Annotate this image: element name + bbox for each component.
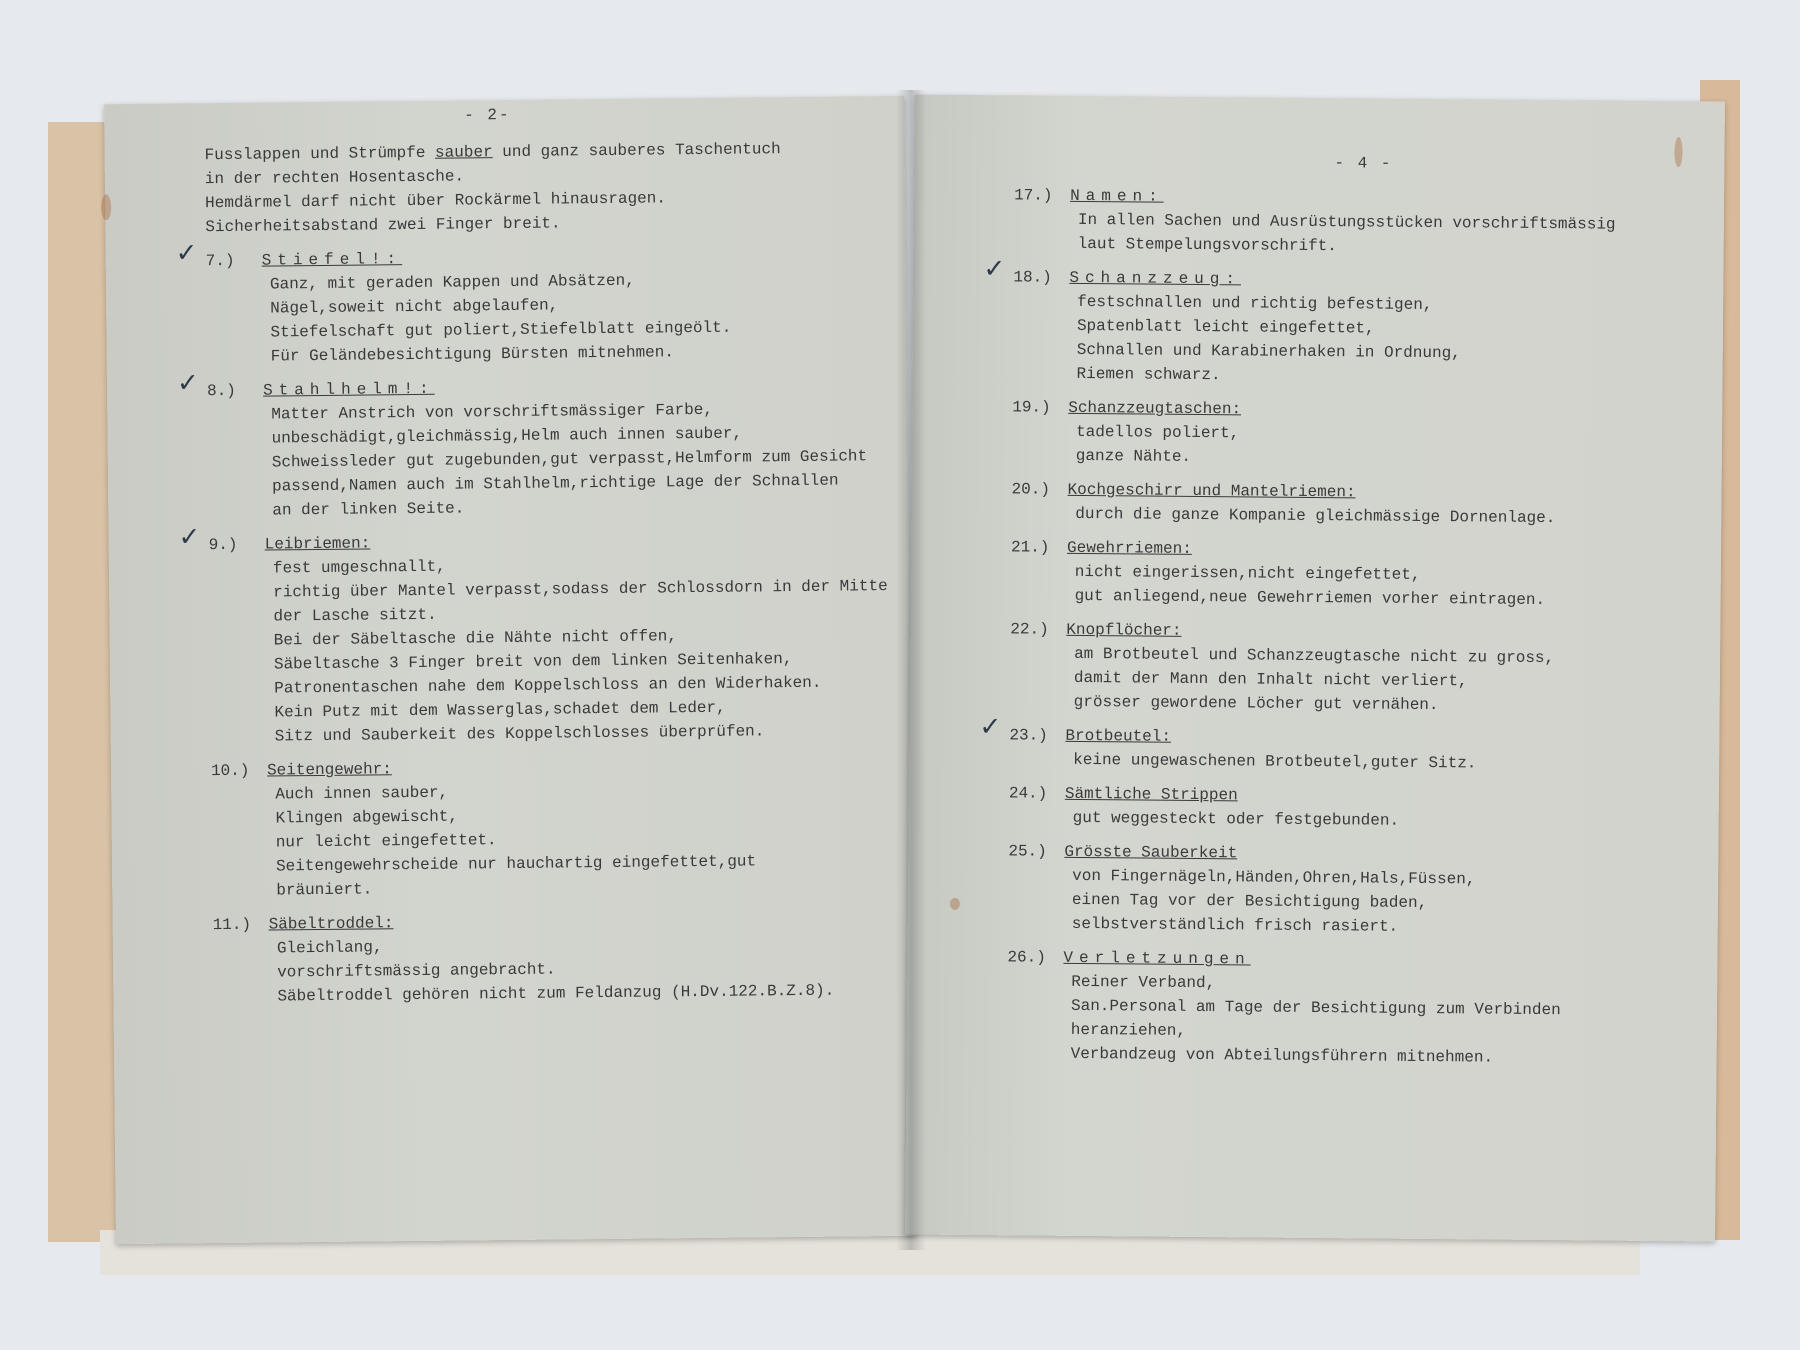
document-page-right bbox=[905, 94, 1725, 1241]
text-line: Hemdärmel darf nicht über Rockärmel hinausragen. bbox=[205, 189, 667, 213]
inspection-item bbox=[213, 906, 892, 1009]
item-text-line: unbeschädigt,gleichmässig,Helm auch innen sauber, bbox=[271, 424, 743, 448]
item-number: 10.) bbox=[210, 761, 250, 781]
item-text-line: damit der Mann den Inhalt nicht verliert, bbox=[1073, 668, 1468, 691]
item-text-line: gut weggesteckt oder festgebunden. bbox=[1072, 808, 1400, 830]
item-title: Kochgeschirr und Mantelriemen: bbox=[1067, 480, 1356, 502]
item-text-line: In allen Sachen und Ausrüstungsstücken vorschriftsmässig bbox=[1077, 210, 1616, 234]
item-title: Gewehrriemen: bbox=[1066, 538, 1192, 558]
item-text-line: keine ungewaschenen Brotbeutel,guter Sitz. bbox=[1073, 750, 1477, 773]
inspection-item bbox=[1007, 945, 1610, 1070]
item-text-line: Bei der Säbeltasche die Nähte nicht offen, bbox=[273, 627, 678, 650]
book-gutter bbox=[896, 90, 926, 1250]
inspection-item bbox=[1009, 781, 1611, 834]
item-text-line: Gleichlang, bbox=[276, 938, 383, 958]
page-number: - 2- bbox=[464, 105, 511, 125]
item-text-line: gut anliegend,neue Gewehrriemen vorher eintragen. bbox=[1074, 586, 1546, 610]
inspection-item bbox=[175, 238, 886, 369]
item-number: 22.) bbox=[1010, 620, 1049, 639]
item-text-line: Patronentaschen nahe dem Koppelschloss an den Widerhaken. bbox=[274, 673, 822, 698]
item-text-line: Spatenblatt leicht eingefettet, bbox=[1076, 316, 1375, 338]
item-text-line: Nägel,soweit nicht abgelaufen, bbox=[270, 296, 559, 318]
item-title: Knopflöcher: bbox=[1066, 620, 1182, 640]
item-text-line: ganze Nähte. bbox=[1075, 446, 1192, 466]
item-text-line: von Fingernägeln,Händen,Ohren,Hals,Füssen, bbox=[1072, 866, 1476, 889]
item-text-line: der Lasche sitzt. bbox=[273, 605, 437, 626]
item-text-line: San.Personal am Tage der Besichtigung zum Verbinden bbox=[1070, 996, 1561, 1020]
item-text-line: Reiner Verband, bbox=[1071, 972, 1216, 993]
inspection-item bbox=[176, 368, 887, 523]
brown-spot bbox=[950, 898, 960, 910]
item-number: 17.) bbox=[1014, 186, 1053, 205]
check-mark-icon: ✓ bbox=[175, 238, 198, 269]
item-text-line: Riemen schwarz. bbox=[1076, 364, 1221, 385]
inspection-item bbox=[979, 712, 1611, 776]
rust-stain bbox=[1674, 137, 1682, 167]
item-number: 11.) bbox=[212, 915, 252, 935]
item-text-line: richtig über Mantel verpasst,sodass der Schlossdorn in der Mitte bbox=[273, 577, 888, 602]
item-title: Stiefel!: bbox=[261, 250, 403, 270]
item-text-line: laut Stempelungsvorschrift. bbox=[1077, 234, 1338, 256]
item-title: Säbeltroddel: bbox=[268, 914, 394, 934]
document-page-left bbox=[104, 96, 916, 1244]
inspection-item bbox=[1008, 839, 1611, 940]
item-number: 20.) bbox=[1011, 480, 1051, 499]
item-title: Namen: bbox=[1070, 186, 1164, 206]
item-number: 25.) bbox=[1008, 842, 1047, 861]
item-text-line: Säbeltasche 3 Finger breit von dem linken Seitenhaken, bbox=[273, 650, 793, 674]
item-title: Grösste Sauberkeit bbox=[1064, 842, 1238, 863]
text-line: in der rechten Hosentasche. bbox=[204, 167, 465, 189]
item-title: Schanzzeug: bbox=[1069, 268, 1242, 289]
item-text-line: Ganz, mit geraden Kappen und Absätzen, bbox=[269, 271, 635, 294]
check-mark-icon: ✓ bbox=[178, 522, 201, 553]
text-line: Sicherheitsabstand zwei Finger breit. bbox=[205, 214, 561, 237]
item-text-line: Stiefelschaft gut poliert,Stiefelblatt eingeölt. bbox=[270, 318, 732, 342]
item-number: 23.) bbox=[1009, 726, 1048, 745]
item-text-line: selbstverständlich frisch rasiert. bbox=[1071, 914, 1399, 936]
item-text-line: Kein Putz mit dem Wasserglas,schadet dem Leder, bbox=[274, 698, 726, 722]
inspection-item bbox=[178, 522, 890, 749]
item-text-line: festschnallen und richtig befestigen, bbox=[1077, 292, 1433, 315]
item-text-line: Seitengewehrscheide nur hauchartig eingefettet,gut bbox=[275, 852, 757, 876]
item-text-line: bräuniert. bbox=[276, 880, 373, 900]
item-text-line: durch die ganze Kompanie gleichmässige Dornenlage. bbox=[1075, 504, 1556, 528]
intro-paragraph bbox=[204, 136, 883, 239]
item-text-line: nur leicht eingefettet. bbox=[275, 831, 497, 852]
item-text-line: am Brotbeutel und Schanzzeugtasche nicht zu gross, bbox=[1074, 644, 1555, 668]
item-text-line: Auch innen sauber, bbox=[275, 783, 449, 804]
item-title: Brotbeutel: bbox=[1065, 726, 1172, 746]
check-mark-icon: ✓ bbox=[176, 368, 199, 399]
item-number: 19.) bbox=[1012, 398, 1051, 417]
item-text-line: Klingen abgewischt, bbox=[275, 807, 459, 828]
item-title: Seitengewehr: bbox=[266, 760, 392, 780]
inspection-item bbox=[1014, 183, 1616, 260]
inspection-item bbox=[983, 254, 1615, 390]
item-number: 21.) bbox=[1010, 538, 1050, 557]
item-text-line: Sitz und Sauberkeit des Koppelschlosses überprüfen. bbox=[274, 722, 765, 746]
item-text-line: Schweissleder gut zugebunden,gut verpasst,Helmform zum Gesicht bbox=[271, 447, 868, 472]
item-text-line: einen Tag vor der Besichtigung baden, bbox=[1071, 890, 1428, 912]
item-title: Verletzungen bbox=[1063, 948, 1251, 969]
item-text-line: fest umgeschnallt, bbox=[272, 557, 446, 578]
item-text-line: Säbeltroddel gehören nicht zum Feldanzug (H.Dv.122.B.Z.8). bbox=[277, 981, 835, 1006]
inspection-item bbox=[1012, 395, 1614, 472]
item-text-line: passend,Namen auch im Stahlhelm,richtige Lage der Schnallen bbox=[271, 471, 839, 496]
item-title: Schanzzeugtaschen: bbox=[1068, 398, 1242, 419]
item-number: 24.) bbox=[1008, 784, 1048, 803]
inspection-item bbox=[1010, 617, 1613, 718]
page-number: - 4 - bbox=[1334, 154, 1393, 173]
check-mark-icon: ✓ bbox=[983, 254, 1006, 285]
item-title: Leibriemen: bbox=[264, 534, 371, 554]
inspection-item bbox=[1011, 535, 1613, 612]
item-number: 9.) bbox=[208, 535, 238, 555]
item-title: Sämtliche Strippen bbox=[1064, 784, 1238, 805]
page-body-left bbox=[175, 136, 892, 1019]
item-number: 7.) bbox=[205, 251, 235, 271]
item-number: 18.) bbox=[1013, 268, 1052, 287]
item-number: 26.) bbox=[1007, 948, 1046, 967]
item-text-line: an der linken Seite. bbox=[272, 499, 465, 520]
item-text-line: heranziehen, bbox=[1070, 1020, 1187, 1040]
item-text-line: Schnallen und Karabinerhaken in Ordnung, bbox=[1076, 340, 1461, 363]
item-text-line: vorschriftsmässig angebracht. bbox=[277, 960, 556, 982]
inspection-item bbox=[1011, 477, 1613, 530]
item-text-line: nicht eingerissen,nicht eingefettet, bbox=[1074, 562, 1421, 584]
item-text-line: grösser gewordene Löcher gut vernähen. bbox=[1073, 692, 1439, 715]
rust-stain bbox=[101, 194, 111, 220]
item-text-line: tadellos poliert, bbox=[1075, 422, 1240, 443]
text-line: Fusslappen und Strümpfe sauber und ganz sauberes Taschentuch bbox=[204, 140, 781, 165]
item-title: Stahlhelm!: bbox=[262, 379, 435, 400]
item-number: 8.) bbox=[206, 381, 236, 401]
page-body-right bbox=[979, 183, 1616, 1080]
item-text-line: Matter Anstrich von vorschriftsmässiger Farbe, bbox=[271, 400, 714, 424]
inspection-item bbox=[211, 752, 891, 903]
item-text-line: Für Geländebesichtigung Bürsten mitnehmen. bbox=[270, 343, 675, 366]
item-text-line: Verbandzeug von Abteilungsführern mitnehmen. bbox=[1070, 1044, 1494, 1067]
check-mark-icon: ✓ bbox=[979, 712, 1002, 743]
